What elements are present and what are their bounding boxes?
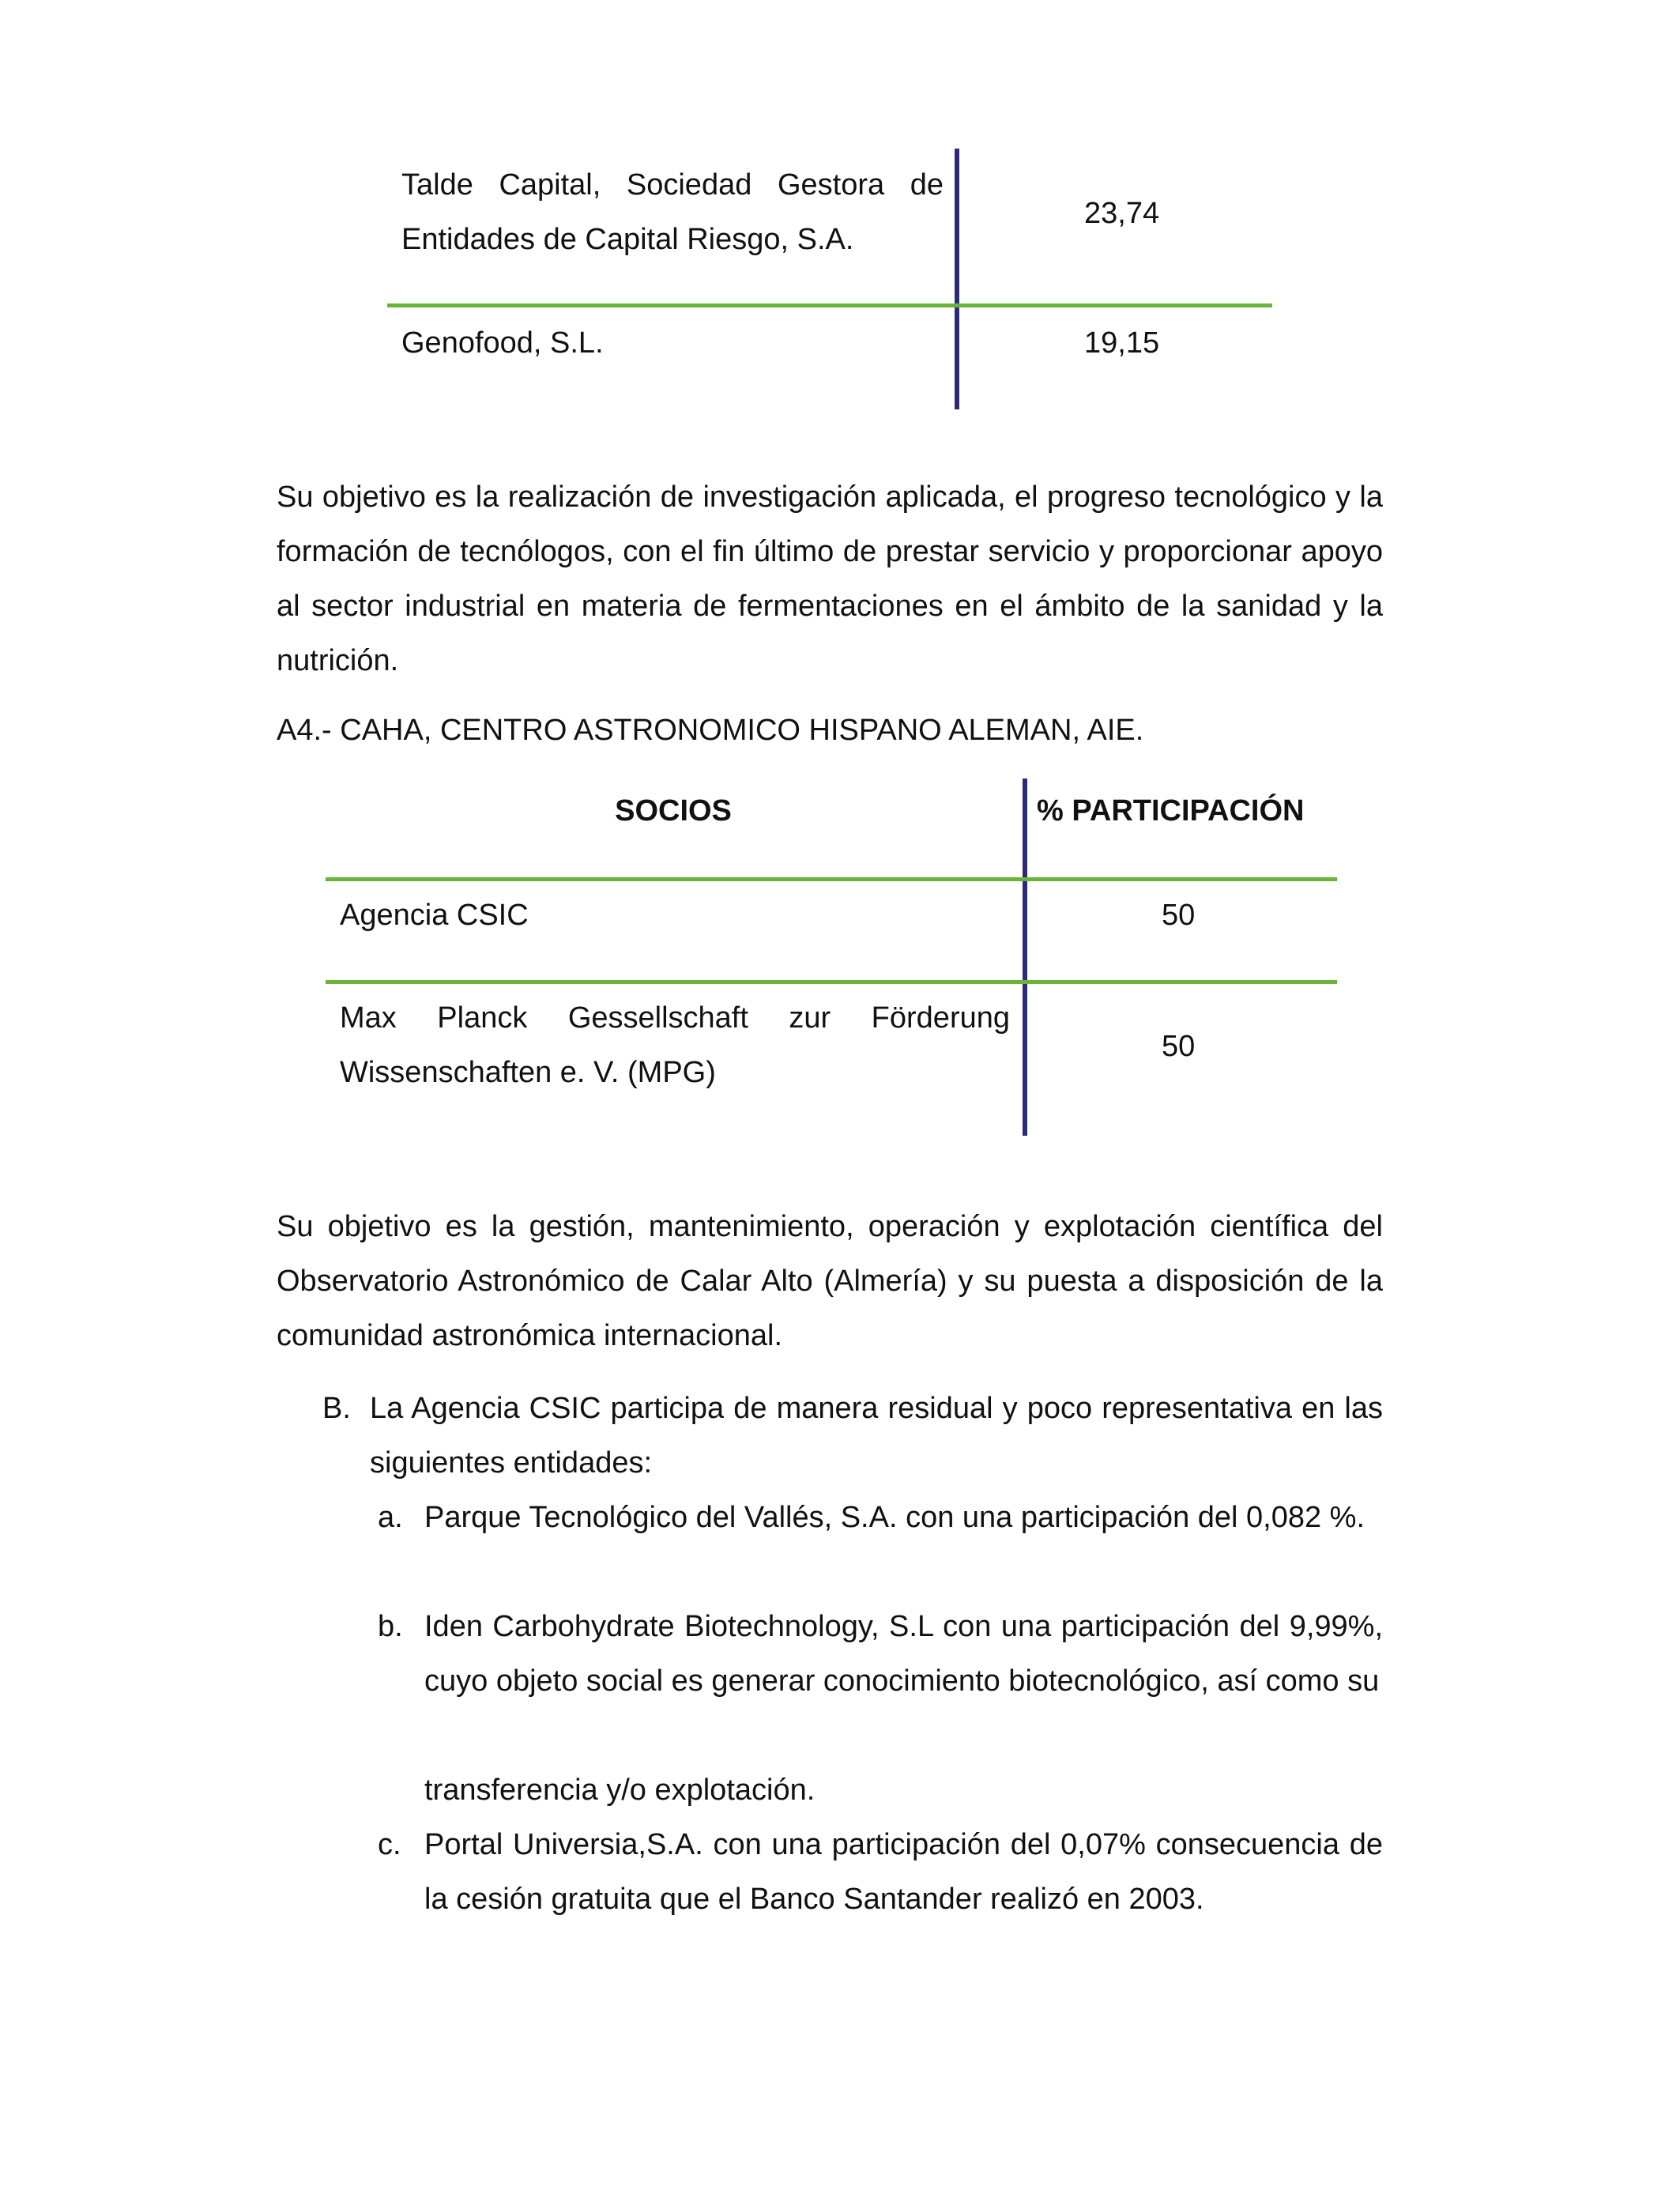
table-2-header-divider [326,877,1337,881]
table-header-participacion: % PARTICIPACIÓN [1037,794,1305,827]
table-row-name: Genofood, S.L. [401,326,604,360]
table-2-row-divider [326,980,1337,984]
table-row-value: 50 [1162,899,1196,932]
paragraph-objective-1: Su objetivo es la realización de investigación aplicada, el progreso tecnológico y la formación de tecnólogos, con el fin último de prestar servicio y proporcionar apoyo al sector industrial en materia de fermentaciones en el ámbito de la sanidad y la nutrición. [277,481,1383,677]
table-row-value: 23,74 [1084,197,1160,230]
table-1-column-divider [955,149,959,409]
list-marker: B. [322,1392,351,1425]
table-row-name: Talde Capital, Sociedad Gestora de Entidades de Capital Riesgo, S.A. [401,168,944,256]
table-row-name: Agencia CSIC [340,899,529,932]
list-item: Portal Universia,S.A. con una participación del 0,07% consecuencia de la cesión gratuita que el Banco Santander realizó en 2003. [424,1828,1383,1916]
paragraph-objective-2: Su objetivo es la gestión, mantenimiento, operación y explotación científica del Observatorio Astronómico de Calar Alto (Almería) y su puesta a disposición de la comunidad astronómica internacional. [277,1210,1383,1352]
table-row-name: Max Planck Gessellschaft zur Förderung Wissenschaften e. V. (MPG) [340,1001,1010,1089]
list-item-continuation: transferencia y/o explotación. [424,1774,816,1807]
list-item: Parque Tecnológico del Vallés, S.A. con una participación del 0,082 %. [424,1501,1365,1534]
table-1-row-divider [387,303,1272,307]
list-marker: a. [378,1501,403,1534]
table-2-column-divider [1023,778,1027,1136]
list-marker: b. [378,1610,403,1643]
table-row-value: 50 [1162,1030,1196,1063]
table-header-socios: SOCIOS [615,794,732,827]
list-marker: c. [378,1828,401,1861]
list-item: La Agencia CSIC participa de manera residual y poco representativa en las siguientes entidades: [370,1392,1383,1480]
list-item: Iden Carbohydrate Biotechnology, S.L con una participación del 9,99%, cuyo objeto social es generar conocimiento biotecnológico, así como su [424,1610,1383,1698]
table-row-value: 19,15 [1084,326,1160,360]
section-heading-a4: A4.- CAHA, CENTRO ASTRONOMICO HISPANO ALEMAN, AIE. [277,714,1144,747]
